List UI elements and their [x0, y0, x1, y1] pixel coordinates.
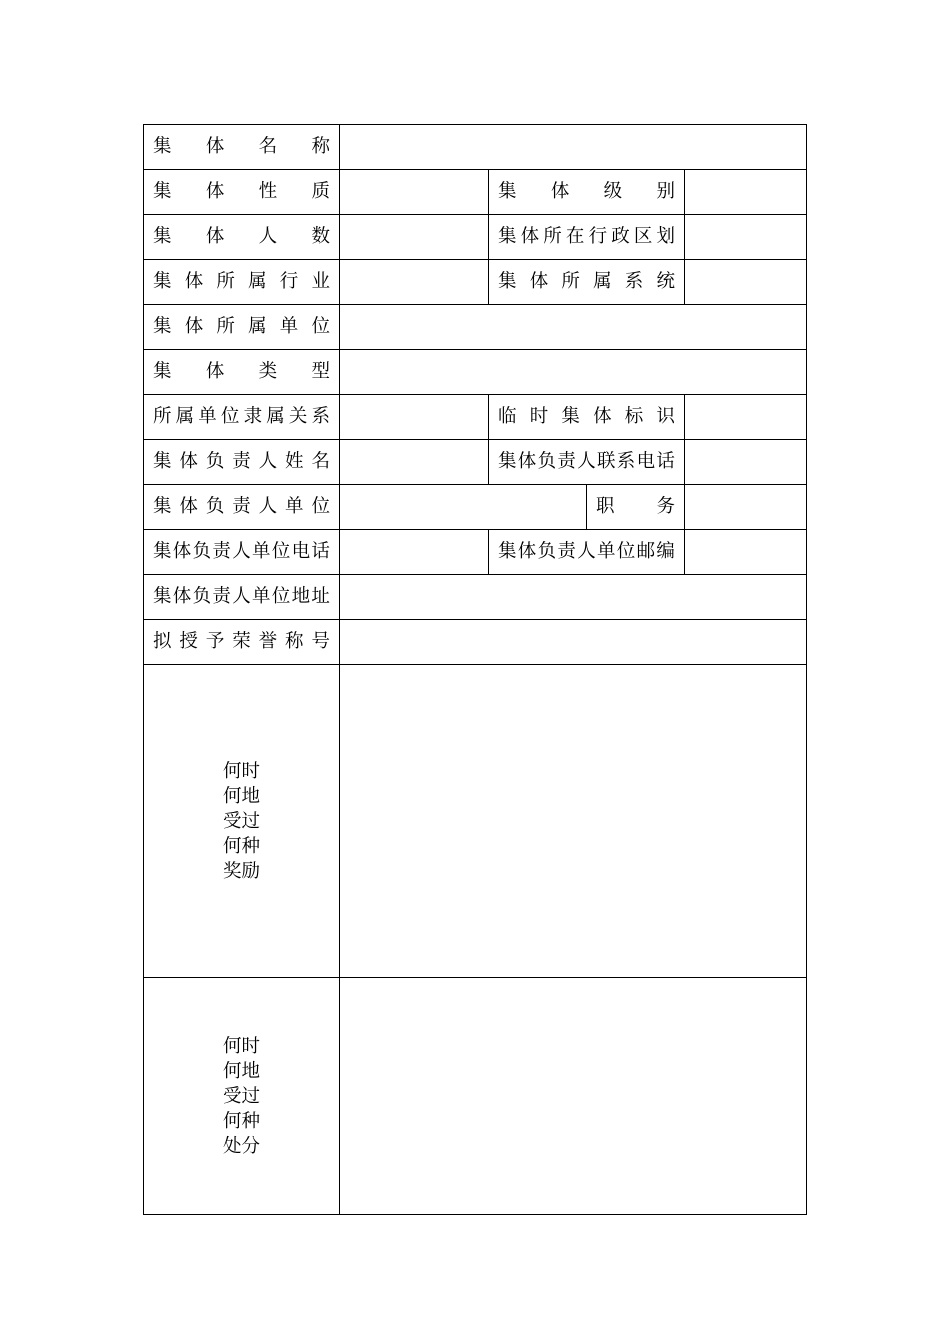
label-char: 集: [153, 585, 172, 607]
label-char: 话: [311, 540, 330, 562]
label-char: 誉: [258, 630, 278, 652]
label-char: 集: [153, 180, 172, 202]
label-char: 予: [205, 630, 225, 652]
value-collective-size[interactable]: [340, 215, 489, 260]
label-admin-region: [489, 215, 685, 260]
label-char: 集: [153, 225, 172, 247]
label-text: [153, 315, 330, 337]
value-collective-level[interactable]: [685, 170, 807, 215]
value-position[interactable]: [685, 485, 807, 530]
label-collective-level: [489, 170, 685, 215]
label-char: 体: [205, 225, 225, 247]
label-char: 体: [529, 270, 549, 292]
label-text: [153, 135, 330, 157]
label-char: 集: [153, 270, 172, 292]
label-char: 行: [279, 270, 299, 292]
value-honor-title[interactable]: [340, 620, 807, 665]
label-text: [498, 540, 675, 562]
label-system: [489, 260, 685, 305]
row-penalties: [144, 978, 807, 1215]
label-text: [153, 180, 330, 202]
label-char: 位: [271, 540, 291, 562]
label-char: 人: [258, 495, 278, 517]
label-collective-nature: [144, 170, 340, 215]
label-leader-unit-address: [144, 575, 340, 620]
label-line: 何种: [222, 835, 260, 857]
label-char: 负: [205, 495, 225, 517]
label-char: 集: [561, 405, 580, 427]
label-line: 何时: [222, 1035, 260, 1057]
label-char: 人: [577, 540, 596, 562]
label-char: 集: [498, 180, 517, 202]
label-char: 标: [624, 405, 644, 427]
label-char: 负: [537, 450, 557, 472]
row-collective-name: [144, 125, 807, 170]
value-subordination[interactable]: [340, 395, 489, 440]
label-char: 所: [216, 315, 235, 337]
label-char: 体: [172, 540, 192, 562]
label-char: 所: [543, 225, 562, 247]
row-awards: [144, 665, 807, 978]
label-char: 务: [656, 495, 675, 517]
label-char: 位: [271, 585, 291, 607]
label-char: 体: [179, 450, 198, 472]
row-collective-type: [144, 350, 807, 395]
label-char: 划: [656, 225, 675, 247]
label-char: 隶: [243, 405, 263, 427]
row-industry: [144, 260, 807, 305]
label-honor-title: [144, 620, 340, 665]
label-char: 属: [593, 270, 612, 292]
label-char: 电: [291, 540, 311, 562]
label-collective-name: [144, 125, 340, 170]
label-char: 联: [596, 450, 616, 472]
label-line: 何地: [222, 1060, 260, 1082]
label-char: 人: [577, 450, 596, 472]
label-char: 编: [656, 540, 675, 562]
label-char: 地: [291, 585, 311, 607]
label-text: [153, 225, 330, 247]
label-char: 责: [212, 540, 231, 562]
label-collective-type: [144, 350, 340, 395]
label-char: 体: [179, 495, 198, 517]
label-char: 单: [285, 495, 304, 517]
label-char: 体: [517, 540, 537, 562]
label-char: 类: [258, 360, 278, 382]
label-char: 系: [616, 450, 636, 472]
label-char: 单: [198, 405, 217, 427]
label-line: 受过: [222, 810, 260, 832]
label-char: 所: [561, 270, 580, 292]
label-char: 位: [616, 540, 636, 562]
row-leader-unit-phone: [144, 530, 807, 575]
label-char: 体: [205, 180, 225, 202]
label-char: 行: [588, 225, 608, 247]
label-char: 属: [248, 270, 267, 292]
label-leader-unit-phone: [144, 530, 340, 575]
label-char: 体: [205, 360, 225, 382]
row-honor-title: [144, 620, 807, 665]
label-char: 责: [232, 495, 251, 517]
label-char: 人: [258, 450, 278, 472]
label-char: 人: [232, 585, 251, 607]
label-line: 何地: [222, 785, 260, 807]
value-industry[interactable]: [340, 260, 489, 305]
label-line: 何时: [222, 760, 260, 782]
label-text: [498, 405, 675, 427]
row-subordination: [144, 395, 807, 440]
label-char: 负: [205, 450, 225, 472]
label-char: 属: [175, 405, 195, 427]
label-awards: [144, 665, 340, 978]
label-char: 责: [557, 450, 576, 472]
value-leader-unit-postcode[interactable]: [685, 530, 807, 575]
value-affiliated-unit[interactable]: [340, 305, 807, 350]
label-text: [498, 450, 675, 472]
label-char: 人: [258, 225, 278, 247]
label-char: 称: [311, 135, 330, 157]
value-awards[interactable]: [340, 665, 807, 978]
label-char: 系: [624, 270, 644, 292]
label-char: 集: [153, 360, 172, 382]
label-char: 识: [656, 405, 675, 427]
row-leader-name: [144, 440, 807, 485]
label-char: 性: [258, 180, 278, 202]
value-leader-phone[interactable]: [685, 440, 807, 485]
row-collective-nature: [144, 170, 807, 215]
value-collective-name[interactable]: [340, 125, 807, 170]
label-text: [153, 405, 330, 427]
label-char: 单: [251, 585, 271, 607]
label-char: 负: [192, 585, 212, 607]
label-char: 授: [179, 630, 198, 652]
label-char: 区: [633, 225, 653, 247]
value-leader-name[interactable]: [340, 440, 489, 485]
label-char: 所: [153, 405, 172, 427]
label-text: [153, 630, 330, 652]
label-char: 负: [537, 540, 557, 562]
label-char: 集: [153, 540, 172, 562]
label-char: 责: [557, 540, 576, 562]
label-char: 姓: [285, 450, 304, 472]
form-table: [143, 124, 807, 1215]
label-char: 政: [611, 225, 630, 247]
label-line: 受过: [222, 1085, 260, 1107]
label-char: 址: [311, 585, 330, 607]
label-char: 号: [311, 630, 330, 652]
label-char: 体: [184, 315, 204, 337]
label-char: 负: [192, 540, 212, 562]
label-char: 职: [596, 495, 615, 517]
label-text: [498, 180, 675, 202]
label-collective-size: [144, 215, 340, 260]
label-char: 集: [153, 450, 172, 472]
label-char: 数: [311, 225, 330, 247]
label-leader-unit: [144, 485, 340, 530]
label-char: 集: [153, 495, 172, 517]
label-char: 系: [311, 405, 330, 427]
label-char: 体: [205, 135, 225, 157]
label-char: 在: [565, 225, 585, 247]
label-char: 级: [603, 180, 623, 202]
value-leader-unit-phone[interactable]: [340, 530, 489, 575]
value-collective-type[interactable]: [340, 350, 807, 395]
label-char: 单: [279, 315, 299, 337]
label-text: [153, 585, 330, 607]
label-char: 型: [311, 360, 330, 382]
label-line: 处分: [222, 1135, 260, 1157]
label-char: 称: [285, 630, 304, 652]
label-char: 位: [311, 495, 330, 517]
label-char: 位: [311, 315, 330, 337]
label-char: 集: [498, 270, 517, 292]
label-temporary-flag: [489, 395, 685, 440]
value-leader-unit-address[interactable]: [340, 575, 807, 620]
label-leader-phone: [489, 440, 685, 485]
row-leader-unit-address: [144, 575, 807, 620]
label-char: 体: [184, 270, 204, 292]
label-char: 所: [216, 270, 235, 292]
label-char: 临: [498, 405, 517, 427]
value-collective-nature[interactable]: [340, 170, 489, 215]
label-char: 集: [498, 450, 517, 472]
label-char: 责: [212, 585, 231, 607]
label-char: 集: [153, 135, 172, 157]
label-text: [153, 540, 330, 562]
label-text: [153, 270, 330, 292]
label-char: 质: [311, 180, 330, 202]
label-char: 体: [520, 225, 540, 247]
label-char: 单: [596, 540, 616, 562]
label-char: 集: [498, 225, 517, 247]
row-collective-size: [144, 215, 807, 260]
label-char: 别: [656, 180, 675, 202]
label-char: 体: [172, 585, 192, 607]
label-text: [596, 495, 675, 517]
label-char: 属: [248, 315, 267, 337]
label-char: 集: [153, 315, 172, 337]
label-char: 人: [232, 540, 251, 562]
label-subordination: [144, 395, 340, 440]
label-char: 电: [636, 450, 656, 472]
label-char: 时: [529, 405, 549, 427]
label-char: 荣: [232, 630, 251, 652]
label-char: 拟: [153, 630, 172, 652]
label-char: 名: [258, 135, 278, 157]
label-char: 体: [593, 405, 612, 427]
label-position: [587, 485, 685, 530]
label-char: 单: [251, 540, 271, 562]
label-char: 位: [220, 405, 240, 427]
label-affiliated-unit: [144, 305, 340, 350]
label-line: 何种: [222, 1110, 260, 1132]
value-temporary-flag[interactable]: [685, 395, 807, 440]
label-text: [153, 495, 330, 517]
label-char: 体: [517, 450, 537, 472]
label-char: 属: [266, 405, 285, 427]
label-char: 责: [232, 450, 251, 472]
label-char: 体: [550, 180, 570, 202]
label-leader-name: [144, 440, 340, 485]
value-penalties[interactable]: [340, 978, 807, 1215]
label-char: 邮: [636, 540, 656, 562]
value-system[interactable]: [685, 260, 807, 305]
label-penalties: [144, 978, 340, 1215]
label-char: 名: [311, 450, 330, 472]
label-industry: [144, 260, 340, 305]
label-char: 业: [311, 270, 330, 292]
label-char: 关: [288, 405, 308, 427]
label-text: [153, 360, 330, 382]
label-text: [498, 270, 675, 292]
label-char: 话: [656, 450, 675, 472]
value-admin-region[interactable]: [685, 215, 807, 260]
value-leader-unit[interactable]: [340, 485, 587, 530]
row-leader-unit: [144, 485, 807, 530]
label-text: [153, 450, 330, 472]
label-text: [498, 225, 675, 247]
label-char: 集: [498, 540, 517, 562]
row-affiliated-unit: [144, 305, 807, 350]
label-leader-unit-postcode: [489, 530, 685, 575]
label-line: 奖励: [222, 860, 260, 882]
label-char: 统: [656, 270, 675, 292]
